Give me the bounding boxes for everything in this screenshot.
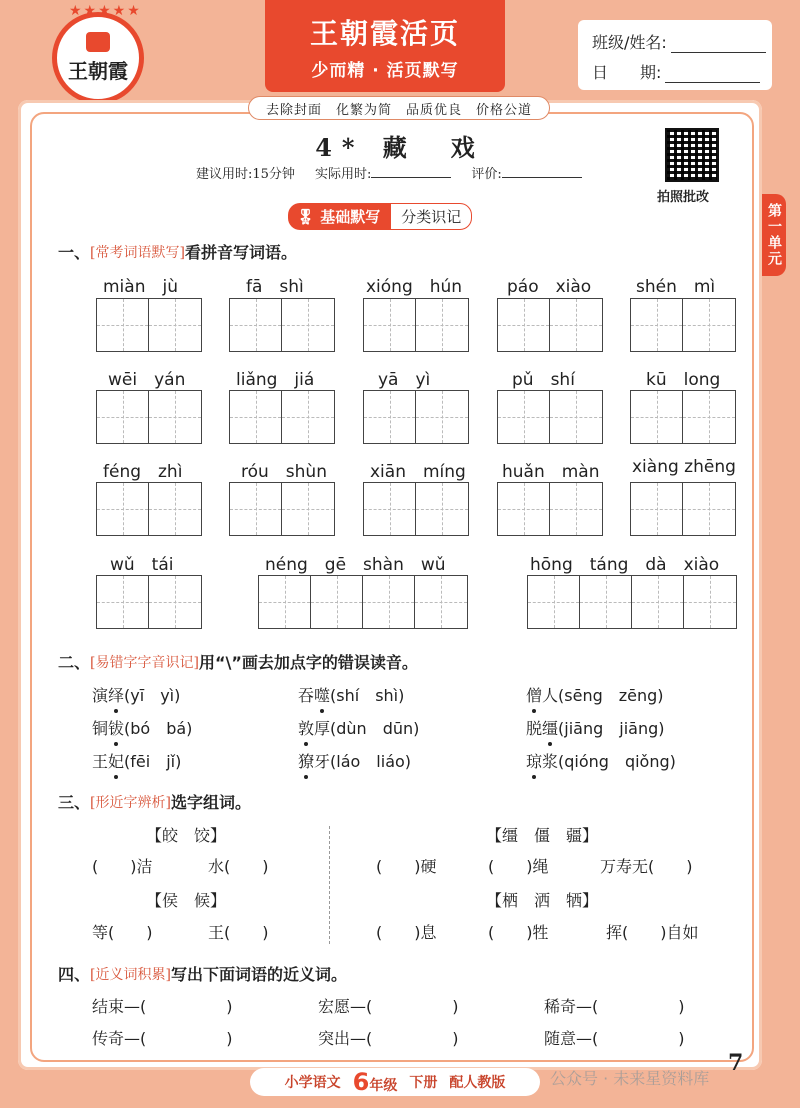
- pinyin-label: róu shùn: [241, 462, 327, 482]
- brand-banner: [265, 0, 505, 92]
- q1-tag: [常考词语默写]: [90, 244, 185, 261]
- reading-options[interactable]: (shí shì): [330, 686, 405, 705]
- brand-title: 王朝霞活页: [309, 16, 460, 50]
- pinyin-label: huǎn màn: [502, 462, 600, 482]
- reading-options[interactable]: (jiāng jiāng): [558, 719, 665, 738]
- char-group-title: 【缰 僵 疆】: [486, 826, 599, 845]
- pinyin-label: xiàng zhēng: [632, 457, 736, 477]
- q2-number: 二、: [58, 653, 91, 672]
- pronunciation-item: [526, 716, 665, 739]
- date-field[interactable]: [665, 68, 760, 83]
- date-label: 日 期:: [592, 63, 662, 82]
- pronunciation-item: [298, 749, 411, 772]
- footer-volume: 下册: [409, 1075, 438, 1091]
- pinyin-label: miàn jù: [103, 277, 178, 297]
- reading-options[interactable]: (fēi jǐ): [124, 752, 182, 771]
- synonym-blank[interactable]: 稀奇—( ): [544, 997, 685, 1016]
- footer-grade-number: 6: [352, 1068, 370, 1096]
- writing-grid[interactable]: [630, 298, 736, 352]
- footer-grade: 年级: [369, 1078, 398, 1094]
- lesson-title: 4* 藏 戏: [315, 133, 485, 162]
- dotted-char: 钹: [108, 716, 124, 739]
- brand-subtitle: 少而精 · 活页默写: [311, 60, 459, 81]
- pinyin-label: liǎng jiá: [236, 370, 315, 390]
- synonym-blank[interactable]: 突出—( ): [318, 1029, 459, 1048]
- reading-options[interactable]: 厚(dùn dūn): [314, 719, 420, 738]
- actual-time-label: 实际用时:: [314, 167, 372, 182]
- student-info-box: [578, 20, 772, 90]
- question-1-heading: [58, 240, 297, 263]
- item-char: 脱: [526, 719, 543, 738]
- pinyin-label: xiān míng: [370, 462, 466, 482]
- q1-text: 看拼音写词语。: [184, 243, 297, 262]
- fill-blank[interactable]: ( )绳: [488, 857, 549, 876]
- pinyin-label: néng gē shàn wǔ: [265, 555, 446, 575]
- qr-code-icon[interactable]: [665, 128, 719, 182]
- logo-name: 王朝霞: [68, 59, 128, 83]
- writing-grid[interactable]: [96, 298, 202, 352]
- footer-subject: 小学语文: [284, 1075, 341, 1091]
- q3-text: 选字组词。: [170, 793, 251, 812]
- fill-blank[interactable]: ( )洁: [92, 857, 153, 876]
- actual-time-field[interactable]: [371, 165, 451, 178]
- actual-time-group: [315, 163, 451, 182]
- evaluation-label: 评价:: [471, 167, 502, 182]
- char-group-title: 【皎 饺】: [146, 826, 227, 845]
- reading-options[interactable]: 浆(qióng qiǒng): [542, 752, 676, 771]
- writing-grid[interactable]: [497, 298, 603, 352]
- slogan-bar: 去除封面 化繁为简 品质优良 价格公道: [248, 96, 550, 120]
- dotted-char: 琼: [526, 749, 542, 772]
- dotted-char: 僧: [526, 683, 542, 706]
- item-char: 王: [92, 752, 109, 771]
- section-header: [288, 203, 472, 230]
- pinyin-label: wēi yán: [108, 370, 186, 390]
- pinyin-label: féng zhì: [103, 462, 183, 482]
- writing-grid[interactable]: [630, 390, 736, 444]
- synonym-blank[interactable]: 随意—( ): [544, 1029, 685, 1048]
- pronunciation-item: [298, 716, 419, 739]
- unit-side-tab: 第一单元: [762, 194, 786, 276]
- watermark-text: 公众号 · 未来星资料库: [550, 1069, 710, 1088]
- q2-text: 用“\”画去加点字的错误读音。: [198, 653, 418, 672]
- footer-bar: [250, 1068, 540, 1096]
- writing-grid[interactable]: [363, 298, 469, 352]
- dotted-char: 缰: [542, 716, 558, 739]
- writing-grid[interactable]: [363, 482, 469, 536]
- pinyin-label: páo xiào: [507, 277, 592, 297]
- reading-options[interactable]: (yī yì): [124, 686, 181, 705]
- section-pill2: 分类识记: [390, 203, 472, 230]
- pinyin-label: pǔ shí: [512, 370, 575, 390]
- dotted-char: 噬: [314, 683, 330, 706]
- pronunciation-item: [526, 683, 664, 706]
- question-3-heading: [58, 790, 251, 813]
- question-2-heading: [58, 650, 418, 673]
- writing-grid[interactable]: [527, 575, 737, 629]
- synonym-blank[interactable]: 传奇—( ): [92, 1029, 233, 1048]
- pronunciation-item: [526, 749, 676, 772]
- timing-row: [196, 163, 582, 182]
- writing-grid[interactable]: [497, 482, 603, 536]
- pronunciation-item: [92, 683, 180, 706]
- fill-blank[interactable]: 水( ): [208, 857, 269, 876]
- class-name-label: 班级/姓名:: [592, 33, 667, 52]
- char-group-title: 【侯 候】: [146, 891, 227, 910]
- fill-blank[interactable]: 万寿无( ): [600, 857, 693, 876]
- writing-grid[interactable]: [630, 482, 736, 536]
- reading-options[interactable]: 牙(láo liáo): [314, 752, 412, 771]
- pinyin-label: shén mì: [636, 277, 716, 297]
- fill-blank[interactable]: ( )牲: [488, 923, 549, 942]
- pinyin-label: hōng táng dà xiào: [530, 555, 720, 575]
- writing-grid[interactable]: [229, 390, 335, 444]
- page-number: 7: [728, 1050, 744, 1076]
- q4-text: 写出下面词语的近义词。: [170, 965, 347, 984]
- writing-grid[interactable]: [229, 482, 335, 536]
- q1-number: 一、: [58, 243, 91, 262]
- logo-seal-icon: [86, 32, 110, 52]
- writing-grid[interactable]: [96, 390, 202, 444]
- pinyin-label: fā shì: [246, 277, 304, 297]
- char-group-title: 【栖 洒 牺】: [486, 891, 599, 910]
- class-name-row: [592, 30, 766, 53]
- dotted-char: 獠: [298, 749, 314, 772]
- class-name-field[interactable]: [671, 38, 766, 53]
- medal-icon: 🎖: [296, 208, 316, 226]
- footer-edition: 配人教版: [449, 1075, 506, 1091]
- writing-grid[interactable]: [96, 575, 202, 629]
- pronunciation-item: [92, 749, 181, 772]
- writing-grid[interactable]: [229, 298, 335, 352]
- pinyin-label: kū long: [646, 370, 721, 390]
- pinyin-label: wǔ tái: [110, 555, 174, 575]
- brand-logo: [52, 3, 144, 104]
- suggest-time: 建议用时:15分钟: [196, 167, 295, 182]
- reading-options[interactable]: (bó bá): [124, 719, 193, 738]
- q3-number: 三、: [58, 793, 91, 812]
- section-pill: [288, 203, 390, 230]
- synonym-blank[interactable]: 宏愿—( ): [318, 997, 459, 1016]
- reading-options[interactable]: 人(sēng zēng): [542, 686, 664, 705]
- dotted-char: 妃: [108, 749, 124, 772]
- pronunciation-item: [298, 683, 404, 706]
- column-divider: [329, 826, 330, 944]
- item-char: 铜: [92, 719, 109, 738]
- dotted-char: 敦: [298, 716, 314, 739]
- fill-blank[interactable]: ( )息: [376, 923, 437, 942]
- fill-blank[interactable]: 挥( )自如: [606, 923, 699, 942]
- q4-tag: [近义词积累]: [90, 966, 171, 983]
- writing-grid[interactable]: [363, 390, 469, 444]
- pinyin-label: xióng hún: [366, 277, 463, 297]
- section-pill-label: 基础默写: [320, 208, 381, 226]
- fill-blank[interactable]: ( )硬: [376, 857, 437, 876]
- q4-number: 四、: [58, 965, 91, 984]
- writing-grid[interactable]: [497, 390, 603, 444]
- writing-grid[interactable]: [96, 482, 202, 536]
- writing-grid[interactable]: [258, 575, 468, 629]
- item-char: 演: [92, 686, 109, 705]
- evaluation-group: [471, 163, 581, 182]
- synonym-blank[interactable]: 结束—( ): [92, 997, 233, 1016]
- pronunciation-item: [92, 716, 192, 739]
- q2-tag: [易错字字音识记]: [90, 654, 199, 671]
- pinyin-label: yā yì: [378, 370, 431, 390]
- qr-label: 拍照批改: [657, 190, 710, 205]
- date-row: [592, 60, 760, 83]
- q3-tag: [形近字辨析]: [90, 794, 171, 811]
- question-4-heading: [58, 962, 347, 985]
- item-char: 吞: [298, 686, 315, 705]
- fill-blank[interactable]: 王( ): [208, 923, 269, 942]
- fill-blank[interactable]: 等( ): [92, 923, 153, 942]
- logo-stars-icon: ★★★★★: [69, 3, 142, 19]
- evaluation-field[interactable]: [502, 165, 582, 178]
- top-banner: [0, 0, 800, 100]
- dotted-char: 绎: [108, 683, 124, 706]
